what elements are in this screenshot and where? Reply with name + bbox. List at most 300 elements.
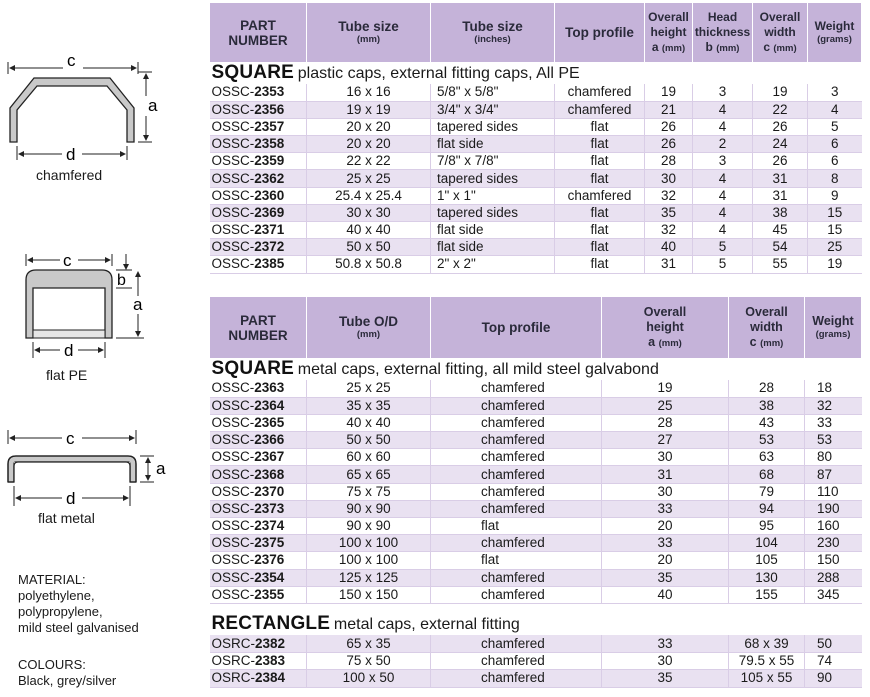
table-cell: 25 — [602, 397, 729, 414]
table-row — [210, 118, 862, 135]
table-cell: 19 — [808, 256, 862, 273]
table-cell: 33 — [602, 635, 729, 652]
table-cell: 30 — [602, 653, 729, 670]
table-cell: 19 — [645, 84, 693, 101]
table-cell: 53 — [729, 432, 805, 449]
table-cell: 25 x 25 — [307, 380, 431, 397]
table-cell: 40 x 40 — [307, 414, 431, 431]
header-tube-od: Tube O/D (mm) — [307, 297, 431, 358]
material-title: MATERIAL: — [18, 572, 86, 587]
chamfered-diagram — [0, 44, 180, 174]
table-row — [210, 670, 862, 687]
table-cell: 75 x 75 — [307, 483, 431, 500]
table-cell: 100 x 50 — [307, 670, 431, 687]
part-code: 2371 — [254, 222, 285, 238]
part-prefix: OSSC- — [211, 569, 255, 585]
table-cell: 130 — [729, 569, 805, 586]
part-prefix: OSSC- — [211, 239, 255, 255]
table-cell: chamfered — [555, 84, 645, 101]
table-cell: 22 — [753, 101, 808, 118]
table-row — [210, 187, 862, 204]
table-cell: 105 — [729, 552, 805, 569]
table1-header-row — [210, 3, 862, 62]
table-cell: 35 — [602, 670, 729, 687]
section-subtitle: plastic caps, external fitting caps, All PE — [297, 64, 580, 82]
table-cell: chamfered — [431, 500, 602, 517]
part-number-cell — [210, 653, 307, 670]
flat-metal-diagram — [0, 424, 180, 514]
table-cell: 22 x 22 — [307, 153, 431, 170]
section-spacer — [210, 603, 862, 613]
part-number-cell — [210, 153, 307, 170]
flat-metal-d-label: d — [66, 489, 76, 508]
table-cell: 35 x 35 — [307, 397, 431, 414]
table-cell: 28 — [602, 414, 729, 431]
table-cell: 25 x 25 — [307, 170, 431, 187]
table-cell: 2" x 2" — [431, 256, 555, 273]
table-cell: 87 — [805, 466, 862, 483]
table-cell: 4 — [693, 204, 753, 221]
table-cell: 4 — [693, 118, 753, 135]
flat-metal-a-label: a — [156, 459, 166, 478]
table-cell: 150 x 150 — [307, 586, 431, 603]
part-prefix: OSSC- — [211, 397, 255, 413]
table-cell: 4 — [693, 222, 753, 239]
table-cell: 160 — [805, 518, 862, 535]
table-cell: 40 x 40 — [307, 222, 431, 239]
table-cell: 74 — [805, 653, 862, 670]
part-prefix: OSSC- — [211, 586, 255, 602]
table-row — [210, 136, 862, 153]
part-code: 2366 — [254, 432, 285, 448]
table-row — [210, 552, 862, 569]
part-prefix: OSSC- — [211, 118, 255, 134]
header-weight: Weight (grams) — [808, 3, 862, 62]
table-cell: 65 x 35 — [307, 635, 431, 652]
table-cell: 2 — [693, 136, 753, 153]
table-cell: chamfered — [431, 432, 602, 449]
colours-line: Black, grey/silver — [18, 673, 117, 688]
table-cell: flat — [555, 222, 645, 239]
flat-pe-b-label: b — [117, 272, 126, 289]
section-title: RECTANGLE — [211, 613, 331, 634]
table-cell: 19 x 19 — [307, 101, 431, 118]
part-prefix: OSSC- — [211, 414, 255, 430]
flat-pe-d-label: d — [64, 341, 74, 360]
table-cell: 31 — [753, 170, 808, 187]
table-cell: 6 — [808, 136, 862, 153]
table-row — [210, 466, 862, 483]
table-cell: 100 x 100 — [307, 552, 431, 569]
table-row — [210, 101, 862, 118]
table-cell: 150 — [805, 552, 862, 569]
table-cell: 345 — [805, 586, 862, 603]
table-cell: 54 — [753, 239, 808, 256]
part-code: 2365 — [254, 414, 285, 430]
part-number-cell — [210, 449, 307, 466]
table-cell: 105 x 55 — [729, 670, 805, 687]
part-code: 2373 — [254, 500, 285, 516]
table-cell: 90 x 90 — [307, 500, 431, 517]
part-code: 2369 — [254, 204, 285, 220]
colours-note — [18, 657, 116, 689]
part-prefix: OSSC- — [211, 136, 255, 152]
table-cell: 190 — [805, 500, 862, 517]
table-cell: chamfered — [431, 380, 602, 397]
part-number-cell — [210, 432, 307, 449]
flat-pe-diagram — [0, 246, 180, 364]
part-number-cell — [210, 466, 307, 483]
chamfered-caption: chamfered — [36, 167, 103, 183]
part-number-cell — [210, 586, 307, 603]
table-cell: 32 — [805, 397, 862, 414]
table-cell: 50 x 50 — [307, 239, 431, 256]
material-line: mild steel galvanised — [18, 620, 139, 635]
table-cell: 3/4" x 3/4" — [431, 101, 555, 118]
table-cell: 31 — [753, 187, 808, 204]
part-prefix: OSSC- — [211, 256, 255, 272]
header-top-profile: Top profile — [431, 297, 602, 358]
metal-caps-table — [209, 297, 862, 688]
part-code: 2385 — [254, 256, 285, 272]
table-cell: flat — [431, 518, 602, 535]
table-cell: 65 x 65 — [307, 466, 431, 483]
chamfered-c-label: c — [67, 51, 76, 70]
colours-title: COLOURS: — [18, 657, 86, 672]
part-code: 2367 — [254, 449, 285, 465]
table-cell: 27 — [602, 432, 729, 449]
table-cell: 21 — [645, 101, 693, 118]
flat-metal-c-label: c — [66, 429, 75, 448]
table-cell: chamfered — [431, 670, 602, 687]
plastic-caps-table — [209, 3, 862, 274]
header-part-number: PART NUMBER — [210, 297, 307, 358]
table-row — [210, 586, 862, 603]
table-cell: flat — [555, 153, 645, 170]
table-cell: 3 — [808, 84, 862, 101]
table-cell: flat — [555, 204, 645, 221]
table-cell: 33 — [602, 535, 729, 552]
table-cell: 19 — [753, 84, 808, 101]
table-cell: flat — [555, 118, 645, 135]
table-cell: 43 — [729, 414, 805, 431]
section-heading-rectangle-metal — [210, 613, 862, 635]
part-code: 2368 — [254, 466, 285, 482]
part-prefix: OSRC- — [211, 670, 255, 686]
part-prefix: OSSC- — [211, 483, 255, 499]
flat-metal-caption: flat metal — [38, 510, 95, 526]
part-code: 2375 — [254, 535, 285, 551]
table-cell: 20 — [602, 552, 729, 569]
table-cell: 4 — [693, 101, 753, 118]
part-prefix: OSRC- — [211, 635, 255, 651]
table-row — [210, 569, 862, 586]
header-overall-width: Overall width c (mm) — [753, 3, 808, 62]
part-number-cell — [210, 535, 307, 552]
material-line: polypropylene, — [18, 604, 103, 619]
table-cell: 104 — [729, 535, 805, 552]
table2-header-row — [210, 297, 862, 358]
part-code: 2359 — [254, 153, 285, 169]
table-cell: 7/8" x 7/8" — [431, 153, 555, 170]
section-heading-square-metal — [210, 358, 862, 380]
table-cell: 20 x 20 — [307, 118, 431, 135]
part-prefix: OSSC- — [211, 153, 255, 169]
table-cell: 40 — [645, 239, 693, 256]
table-cell: 8 — [808, 170, 862, 187]
table-cell: flat side — [431, 136, 555, 153]
table-cell: 35 — [602, 569, 729, 586]
part-prefix: OSSC- — [211, 466, 255, 482]
table-cell: 32 — [645, 222, 693, 239]
chamfered-d-label: d — [66, 145, 76, 164]
table-cell: 50.8 x 50.8 — [307, 256, 431, 273]
table-cell: 19 — [602, 380, 729, 397]
table-row — [210, 449, 862, 466]
table-cell: flat side — [431, 222, 555, 239]
table-cell: 31 — [602, 466, 729, 483]
table-row — [210, 153, 862, 170]
part-code: 2363 — [254, 380, 285, 396]
header-top-profile: Top profile — [555, 3, 645, 62]
table-cell: flat — [431, 552, 602, 569]
table-cell: tapered sides — [431, 118, 555, 135]
table-cell: 110 — [805, 483, 862, 500]
table-cell: 50 — [805, 635, 862, 652]
material-note — [18, 572, 139, 636]
part-prefix: OSRC- — [211, 653, 255, 669]
table-cell: 68 x 39 — [729, 635, 805, 652]
table-cell: 80 — [805, 449, 862, 466]
table-cell: 5/8" x 5/8" — [431, 84, 555, 101]
table-cell: flat — [555, 170, 645, 187]
header-head-thickness: Head thickness b (mm) — [693, 3, 753, 62]
table-cell: 3 — [693, 153, 753, 170]
table-cell: 33 — [602, 500, 729, 517]
table-cell: 25.4 x 25.4 — [307, 187, 431, 204]
part-code: 2376 — [254, 552, 285, 568]
table-cell: 32 — [645, 187, 693, 204]
table-cell: 75 x 50 — [307, 653, 431, 670]
table-cell: 30 — [602, 483, 729, 500]
header-tube-size-inches: Tube size (inches) — [431, 3, 555, 62]
table-cell: 28 — [645, 153, 693, 170]
table-cell: 24 — [753, 136, 808, 153]
part-code: 2384 — [255, 670, 286, 686]
part-number-cell — [210, 136, 307, 153]
part-code: 2364 — [254, 397, 285, 413]
part-code: 2362 — [254, 170, 285, 186]
table-cell: chamfered — [431, 535, 602, 552]
part-number-cell — [210, 500, 307, 517]
part-code: 2355 — [254, 586, 285, 602]
flat-pe-c-label: c — [63, 251, 72, 270]
part-code: 2358 — [254, 136, 285, 152]
table-cell: 1" x 1" — [431, 187, 555, 204]
table-cell: flat — [555, 239, 645, 256]
part-prefix: OSSC- — [211, 552, 255, 568]
table-cell: 4 — [693, 170, 753, 187]
part-number-cell — [210, 483, 307, 500]
part-prefix: OSSC- — [211, 518, 255, 534]
part-number-cell — [210, 101, 307, 118]
part-number-cell — [210, 670, 307, 687]
table-cell: chamfered — [431, 414, 602, 431]
table-row — [210, 635, 862, 652]
table-cell: 50 x 50 — [307, 432, 431, 449]
table-cell: 30 — [645, 170, 693, 187]
header-overall-width: Overall width c (mm) — [729, 297, 805, 358]
table-cell: 90 — [805, 670, 862, 687]
table-cell: chamfered — [431, 466, 602, 483]
table-row — [210, 170, 862, 187]
part-number-cell — [210, 256, 307, 273]
header-tube-size-mm: Tube size (mm) — [307, 3, 431, 62]
table-row — [210, 432, 862, 449]
table-cell: chamfered — [431, 586, 602, 603]
table-cell: chamfered — [431, 397, 602, 414]
table-cell: 30 x 30 — [307, 204, 431, 221]
part-code: 2356 — [254, 101, 285, 117]
table-cell: 20 x 20 — [307, 136, 431, 153]
table-cell: 100 x 100 — [307, 535, 431, 552]
table-row — [210, 380, 862, 397]
table-cell: chamfered — [431, 449, 602, 466]
part-number-cell — [210, 118, 307, 135]
table-cell: 28 — [729, 380, 805, 397]
table-row — [210, 518, 862, 535]
flat-pe-a-label: a — [133, 295, 143, 314]
table-cell: 30 — [602, 449, 729, 466]
table-cell: flat side — [431, 239, 555, 256]
table-cell: tapered sides — [431, 170, 555, 187]
table-cell: 155 — [729, 586, 805, 603]
material-line: polyethylene, — [18, 588, 95, 603]
table-cell: 230 — [805, 535, 862, 552]
table-cell: 6 — [808, 153, 862, 170]
table-cell: chamfered — [431, 569, 602, 586]
flat-pe-caption: flat PE — [46, 367, 88, 383]
table-cell: 63 — [729, 449, 805, 466]
table-cell: 25 — [808, 239, 862, 256]
part-code: 2360 — [254, 187, 285, 203]
table-cell: 90 x 90 — [307, 518, 431, 535]
part-number-cell — [210, 239, 307, 256]
part-number-cell — [210, 170, 307, 187]
table-cell: 94 — [729, 500, 805, 517]
table-cell: 5 — [693, 239, 753, 256]
table-row — [210, 204, 862, 221]
table-cell: chamfered — [555, 101, 645, 118]
table-cell: 26 — [645, 136, 693, 153]
table-row — [210, 222, 862, 239]
part-number-cell — [210, 380, 307, 397]
table-cell: 79 — [729, 483, 805, 500]
section-subtitle: metal caps, external fitting — [333, 615, 520, 633]
part-prefix: OSSC- — [211, 101, 255, 117]
table-cell: chamfered — [431, 653, 602, 670]
part-code: 2354 — [254, 569, 285, 585]
part-code: 2353 — [254, 84, 285, 100]
table-cell: 9 — [808, 187, 862, 204]
part-number-cell — [210, 552, 307, 569]
part-code: 2372 — [254, 239, 285, 255]
table-cell: flat — [555, 136, 645, 153]
table-cell: 20 — [602, 518, 729, 535]
part-prefix: OSSC- — [211, 380, 255, 396]
part-prefix: OSSC- — [211, 222, 255, 238]
part-number-cell — [210, 569, 307, 586]
part-number-cell — [210, 635, 307, 652]
table-cell: 3 — [693, 84, 753, 101]
table-cell: 288 — [805, 569, 862, 586]
part-code: 2374 — [254, 518, 285, 534]
table-row — [210, 84, 862, 101]
table-cell: 53 — [805, 432, 862, 449]
table-row — [210, 397, 862, 414]
table-cell: 38 — [729, 397, 805, 414]
chamfered-a-label: a — [148, 96, 158, 115]
table-cell: chamfered — [431, 635, 602, 652]
table-cell: 38 — [753, 204, 808, 221]
table-cell: 16 x 16 — [307, 84, 431, 101]
table-row — [210, 239, 862, 256]
table-cell: chamfered — [431, 483, 602, 500]
header-weight: Weight (grams) — [805, 297, 862, 358]
header-part-number: PART NUMBER — [210, 3, 307, 62]
section-heading-square-plastic — [210, 62, 862, 84]
table-row — [210, 256, 862, 273]
part-prefix: OSSC- — [211, 204, 255, 220]
table-cell: 125 x 125 — [307, 569, 431, 586]
table-row — [210, 535, 862, 552]
part-number-cell — [210, 414, 307, 431]
table-cell: 18 — [805, 380, 862, 397]
table-cell: 45 — [753, 222, 808, 239]
table-cell: 68 — [729, 466, 805, 483]
section-heading-cell — [210, 613, 862, 635]
table-cell: 5 — [693, 256, 753, 273]
table-cell: 95 — [729, 518, 805, 535]
part-code: 2357 — [254, 118, 285, 134]
table-cell: 35 — [645, 204, 693, 221]
part-number-cell — [210, 397, 307, 414]
table-row — [210, 653, 862, 670]
table-cell: 15 — [808, 222, 862, 239]
section-title: SQUARE — [211, 62, 294, 83]
section-subtitle: metal caps, external fitting, all mild steel galvabond — [297, 360, 659, 378]
table-cell: 55 — [753, 256, 808, 273]
part-number-cell — [210, 84, 307, 101]
part-prefix: OSSC- — [211, 432, 255, 448]
table-row — [210, 500, 862, 517]
table-cell: tapered sides — [431, 204, 555, 221]
table-cell: 15 — [808, 204, 862, 221]
part-number-cell — [210, 204, 307, 221]
part-prefix: OSSC- — [211, 500, 255, 516]
table-cell: 31 — [645, 256, 693, 273]
part-prefix: OSSC- — [211, 84, 255, 100]
header-overall-height: Overall height a (mm) — [645, 3, 693, 62]
table-cell: 5 — [808, 118, 862, 135]
table-cell: flat — [555, 256, 645, 273]
table-cell: 26 — [753, 153, 808, 170]
table-row — [210, 414, 862, 431]
table-cell: 33 — [805, 414, 862, 431]
part-code: 2383 — [255, 653, 286, 669]
part-code: 2370 — [254, 483, 285, 499]
part-prefix: OSSC- — [211, 187, 255, 203]
